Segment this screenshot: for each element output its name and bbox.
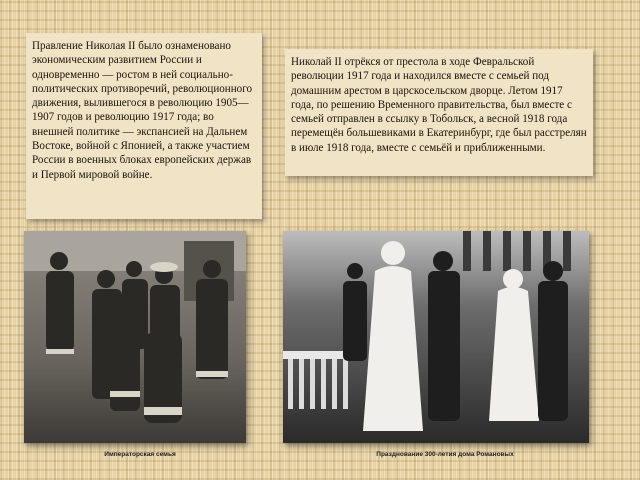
caption-tercentenary: Празднование 300-летия дома Романовых: [376, 451, 514, 458]
text-box-reign: [26, 33, 262, 219]
caption-imperial-family: Императорская семья: [104, 451, 176, 458]
reign-text: Правление Николая II было ознаменовано экономическим развитием России и одновременно — ростом в ней социально-политических противоречий, революционного движения, вылившегося в революцию 1905—1907 годов и революцию 1917 года; во внешней политике — экспансией на Дальнем Востоке, войной с Японией, а также участием России в военных блоках европейских держав и Первой мировой войне.: [32, 40, 253, 181]
abdication-text: Николай II отрёкся от престола в ходе Февральской революции 1917 года и находился вместе с семьей под домашним арестом в царскосельском дворце. Летом 1917 года, по решению Временного правительства, был вместе с семьей отправлен в ссылку в Тобольск, а весной 1918 года перемещён большевиками в Екатеринбург, где был расстрелян в июле 1918 года, вместе с семьёй и приближенными.: [291, 56, 587, 154]
romanov-tercentenary-photo: [283, 231, 589, 443]
imperial-family-photo: [24, 231, 246, 443]
text-box-abdication: [285, 49, 593, 176]
